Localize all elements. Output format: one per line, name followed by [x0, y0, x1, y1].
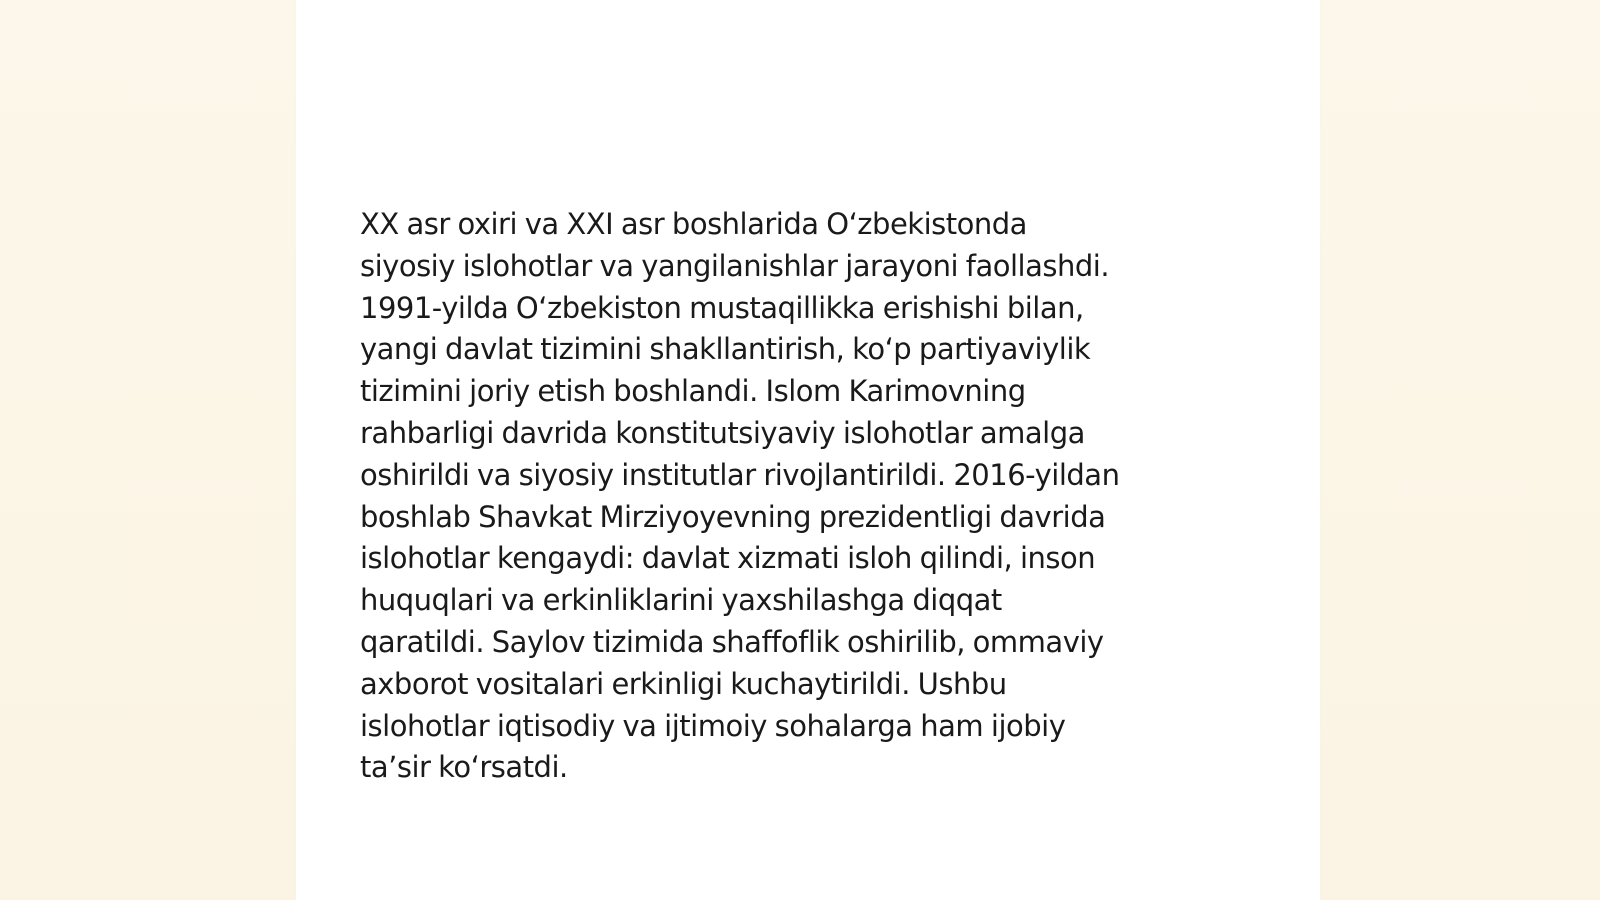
paragraph-line: ta’sir ko‘rsatdi.	[360, 750, 568, 785]
paragraph-line: qaratildi. Saylov tizimida shaffoflik oshirilib, ommaviy	[360, 624, 1104, 659]
left-margin-background	[0, 0, 296, 900]
paragraph-line: tizimini joriy etish boshlandi. Islom Karimovning	[360, 374, 1026, 409]
paragraph-line: 1991-yilda O‘zbekiston mustaqillikka erishishi bilan,	[360, 290, 1084, 325]
right-margin-background	[1320, 0, 1600, 900]
paragraph-line: yangi davlat tizimini shakllantirish, ko‘p partiyaviylik	[360, 332, 1091, 367]
paragraph-line: huquqlari va erkinliklarini yaxshilashga diqqat	[360, 583, 1002, 618]
document-page	[296, 0, 1320, 900]
paragraph-line: XX asr oxiri va XXI asr boshlarida O‘zbekistonda	[360, 207, 1027, 241]
paragraph-line: boshlab Shavkat Mirziyoyevning prezidentligi davrida	[360, 499, 1106, 534]
body-paragraph	[360, 204, 1260, 789]
paragraph-line: islohotlar kengaydi: davlat xizmati isloh qilindi, inson	[360, 541, 1096, 576]
paragraph-line: rahbarligi davrida konstitutsiyaviy islohotlar amalga	[360, 415, 1085, 450]
paragraph-line: axborot vositalari erkinligi kuchaytirildi. Ushbu	[360, 666, 1007, 701]
paragraph-line: siyosiy islohotlar va yangilanishlar jarayoni faollashdi.	[360, 248, 1110, 283]
paragraph-line: islohotlar iqtisodiy va ijtimoiy sohalarga ham ijobiy	[360, 708, 1066, 743]
paragraph-line: oshirildi va siyosiy institutlar rivojlantirildi. 2016-yildan	[360, 457, 1120, 492]
